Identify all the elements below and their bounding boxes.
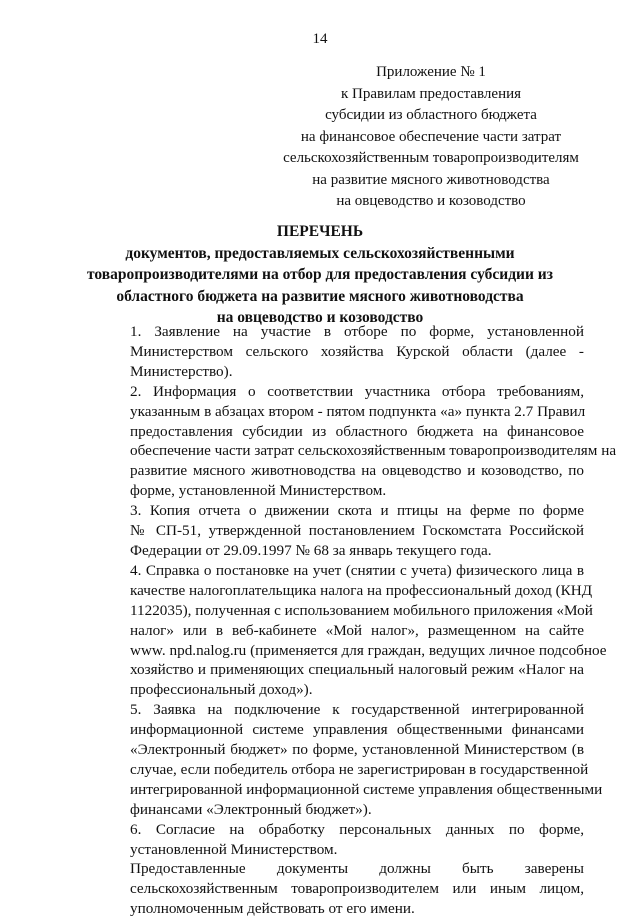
text-line: указанным в абзацах втором - пятом подпункта «а» пункта 2.7 Правил <box>130 402 586 420</box>
paragraph-5 <box>92 700 603 819</box>
text-line: развитие мясного животноводства на овцеводство и козоводство, по <box>130 462 584 480</box>
appendix-line: на развитие мясного животноводства <box>312 171 550 188</box>
appendix-line: субсидии из областного бюджета <box>325 107 537 123</box>
paragraph-3 <box>92 501 584 561</box>
text-line: Министерство). <box>130 362 233 380</box>
text-line: предоставления субсидии из областного бюджета на финансовое <box>130 422 584 440</box>
text-line: Министерством сельского хозяйства Курской области (далее - <box>130 342 584 360</box>
text-line: № СП-51, утвержденной постановлением Госкомстата Российской <box>130 522 584 540</box>
text-line: 6. Согласие на обработку персональных данных по форме, <box>130 820 584 838</box>
text-line: информационной системе управления общественными финансами <box>130 721 584 739</box>
text-line: налог» или в веб-кабинете «Мой налог», размещенном на сайте <box>130 621 584 639</box>
text-line: установленной Министерством. <box>130 840 338 858</box>
text-line: 1122035), полученная с использованием мобильного приложения «Мой <box>130 601 593 619</box>
title-line: областного бюджета на развитие мясного животноводства <box>116 287 524 305</box>
appendix-line: на овцеводство и козоводство <box>336 193 526 209</box>
paragraph-1 <box>92 322 584 382</box>
appendix-header <box>258 62 604 213</box>
text-line: 5. Заявка на подключение к государственной интегрированной <box>130 701 584 719</box>
text-line: «Электронный бюджет» по форме, установленной Министерством (в <box>130 741 584 759</box>
title-line: ПЕРЕЧЕНЬ <box>276 223 364 240</box>
appendix-line: на финансовое обеспечение части затрат <box>300 128 562 145</box>
text-line: уполномоченным действовать от его имени. <box>130 900 415 918</box>
paragraph-closing <box>92 859 584 919</box>
appendix-line: Приложение № 1 <box>376 64 486 80</box>
appendix-line: сельскохозяйственным товаропроизводителям <box>283 150 579 166</box>
text-line: Федерации от 29.09.1997 № 68 за январь текущего года. <box>130 541 492 559</box>
text-line: профессиональный доход»). <box>130 681 313 699</box>
text-line: сельскохозяйственным товаропроизводителем или иным лицом, <box>130 880 584 898</box>
text-line: обеспечение части затрат сельскохозяйственным товаропроизводителям на <box>130 442 617 460</box>
document-body <box>92 322 617 919</box>
document-title <box>60 221 580 329</box>
text-line: 4. Справка о постановке на учет (снятии с учета) физического лица в <box>130 561 584 579</box>
paragraph-2 <box>92 382 617 501</box>
text-line: качестве налогоплательщика налога на профессиональный доход (КНД <box>130 581 593 599</box>
title-line: документов, предоставляемых сельскохозяйственными <box>125 244 515 262</box>
text-line: интегрированной информационной системе управления общественными <box>130 780 603 798</box>
title-line: товаропроизводителями на отбор для предоставления субсидии из <box>87 266 553 283</box>
appendix-line: к Правилам предоставления <box>340 85 522 102</box>
text-line: хозяйство и применяющих специальный налоговый режим «Налог на <box>130 661 584 679</box>
text-line: 2. Информация о соответствии участника отбора требованиям, <box>130 382 584 400</box>
text-line: 3. Копия отчета о движении скота и птицы на ферме по форме <box>130 502 584 520</box>
text-line: Предоставленные документы должны быть заверены <box>130 860 584 878</box>
paragraph-4 <box>92 561 607 700</box>
text-line: www. npd.nalog.ru (применяется для граждан, ведущих личное подсобное <box>130 641 607 659</box>
text-line: 1. Заявление на участие в отборе по форме, установленной <box>130 323 584 340</box>
title-line: на овцеводство и козоводство <box>216 309 424 326</box>
page-number: 14 <box>312 31 328 47</box>
text-line: форме, установленной Министерством. <box>130 482 387 500</box>
text-line: случае, если победитель отбора не зарегистрирован в государственной <box>130 760 589 778</box>
paragraph-6 <box>92 820 584 860</box>
text-line: финансами «Электронный бюджет»). <box>130 800 372 818</box>
